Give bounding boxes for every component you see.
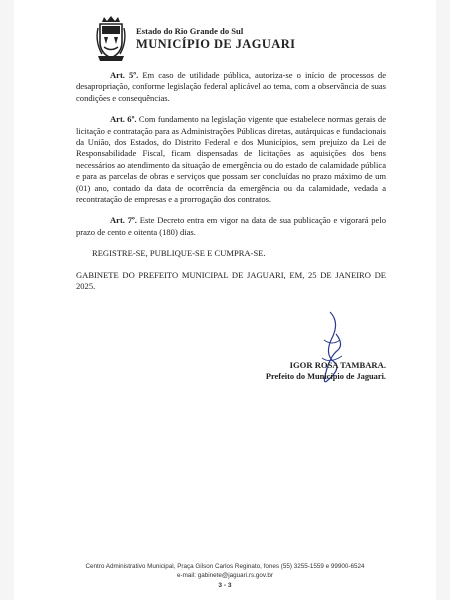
article-label: Art. 5º. [110,70,139,80]
article-paragraph [76,215,386,238]
signatory-title: Prefeito do Município de Jaguari. [265,372,386,381]
state-name: Estado do Rio Grande do Sul [136,26,244,36]
article-paragraph [76,70,386,104]
closing-formula: REGISTRE-SE, PUBLIQUE-SE E CUMPRA-SE. [92,248,266,259]
letterhead [94,16,414,62]
article-label: Art. 7º. [110,215,137,226]
municipal-coat-of-arms-icon [94,16,128,62]
signatory-name: IGOR ROSA TAMBARA. [289,360,386,370]
municipality-name: MUNICÍPIO DE JAGUARI [136,37,296,51]
article-text: Em caso de utilidade pública, autoriza-se o início de processos de desapropriação, conforme legislação federal aplicável ao tema, com a observância de suas condições e consequências. [76,70,386,103]
decree-body [76,70,386,303]
article-label: Art. 6º. [110,114,137,125]
office-date-line: GABINETE DO PREFEITO MUNICIPAL DE JAGUARI, EM, 25 DE JANEIRO DE 2025. [76,269,386,292]
footer-email: e-mail: gabinete@jaguari.rs.gov.br [177,572,273,579]
article-paragraph [76,114,386,205]
article-text: Com fundamento na legislação vigente que estabelece normas gerais de licitação e contratação para as Administrações Públicas diretas, autárquicas e fundacionais da União, dos Estados, do Distrito Federal e dos Municípios, sem prejuízo da Lei de Responsabilidade Fiscal, ficam dispensadas de licitações as aquisições dos bens necessários ao atendimento da situação de emergência ou do estado de calamidade pública e para as parcelas de obras e serviços que possam ser concluídas no prazo máximo de um (01) ano, contado da data de ocorrência da emergência ou da calamidade, vedada a recontratação de empresas e a prorrogação dos contratos. [76,114,386,205]
page-number: 3 - 3 [218,582,232,589]
footer-address: Centro Administrativo Municipal, Praça Gilson Carlos Reginato, fones (55) 3255-1559 e 99900-6524 [85,563,365,570]
article-text: Este Decreto entra em vigor na data de sua publicação e vigorará pelo prazo de cento e oitenta (180) dias. [76,215,386,237]
